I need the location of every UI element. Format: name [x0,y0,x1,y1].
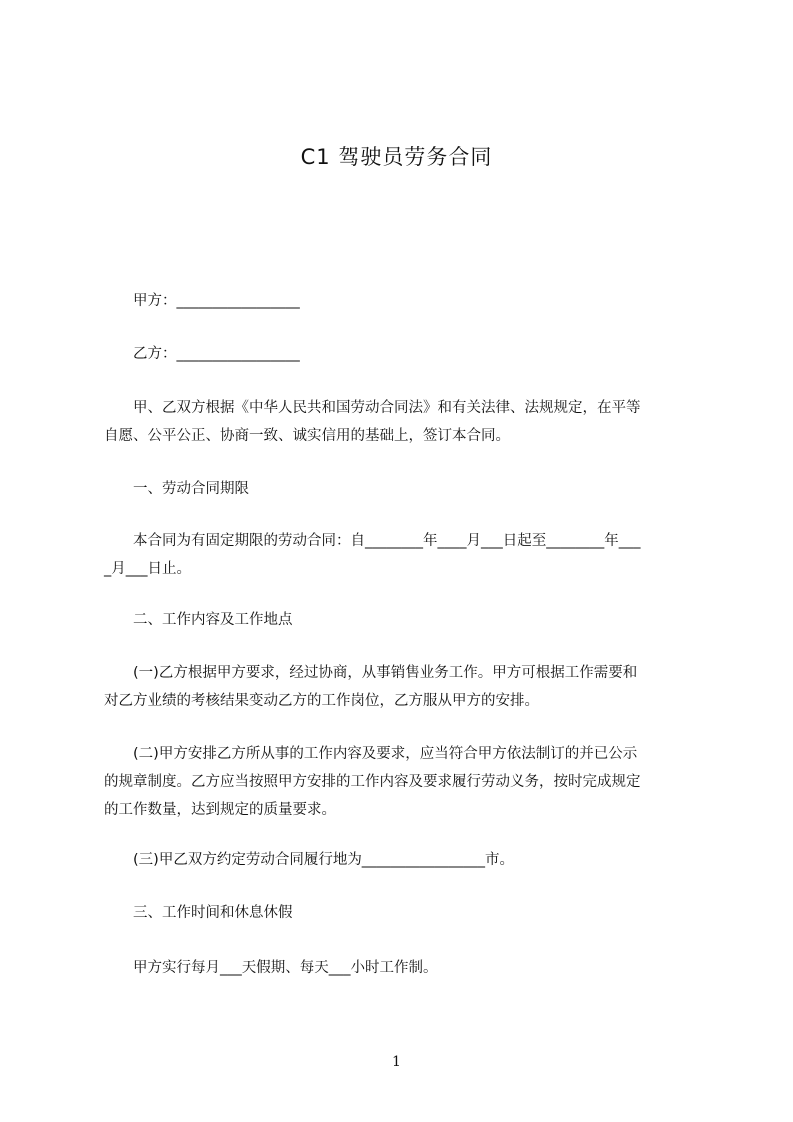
preamble-line-2: 自愿、公平公正、协商一致、诚实信用的基础上，签订本合同。 [104,428,510,444]
party-b-line: 乙方：_________________ [104,346,300,362]
section-2-item-1-line-1: (一)乙方根据甲方要求，经过协商，从事销售业务工作。甲方可根据工作需要和 [104,665,638,681]
section-2-item-2 [104,740,704,824]
section-1-paragraph [104,527,704,583]
section-1-heading: 一、劳动合同期限 [104,481,249,497]
preamble-paragraph [104,394,704,450]
section-2-item-2-line-3: 的工作数量，达到规定的质量要求。 [104,802,336,818]
section-3-heading: 三、工作时间和休息休假 [104,905,293,921]
section-2-item-1-line-2: 对乙方业绩的考核结果变动乙方的工作岗位，乙方服从甲方的安排。 [104,693,539,709]
section-2-item-2-line-1: (二)甲方安排乙方所从事的工作内容及要求，应当符合甲方依法制订的并已公示 [104,746,638,762]
section-2-item-1 [104,659,704,715]
section-3-paragraph: 甲方实行每月___天假期、每天___小时工作制。 [104,960,438,976]
section-2-heading: 二、工作内容及工作地点 [104,612,293,628]
preamble-line-1: 甲、乙双方根据《中华人民共和国劳动合同法》和有关法律、法规规定，在平等 [104,400,641,416]
section-2-item-3: (三)甲乙双方约定劳动合同履行地为_________________市。 [104,852,515,868]
section-1-line-1: 本合同为有固定期限的劳动合同：自________年____月___日起至________年___ [104,533,641,549]
section-1-line-2: _月___日止。 [104,561,191,577]
party-a-line: 甲方：_________________ [104,293,300,309]
document-title: C1 驾驶员劳务合同 [300,145,493,169]
section-2-item-2-line-2: 的规章制度。乙方应当按照甲方安排的工作内容及要求履行劳动义务，按时完成规定 [104,774,641,790]
page-number: 1 [392,1054,401,1070]
